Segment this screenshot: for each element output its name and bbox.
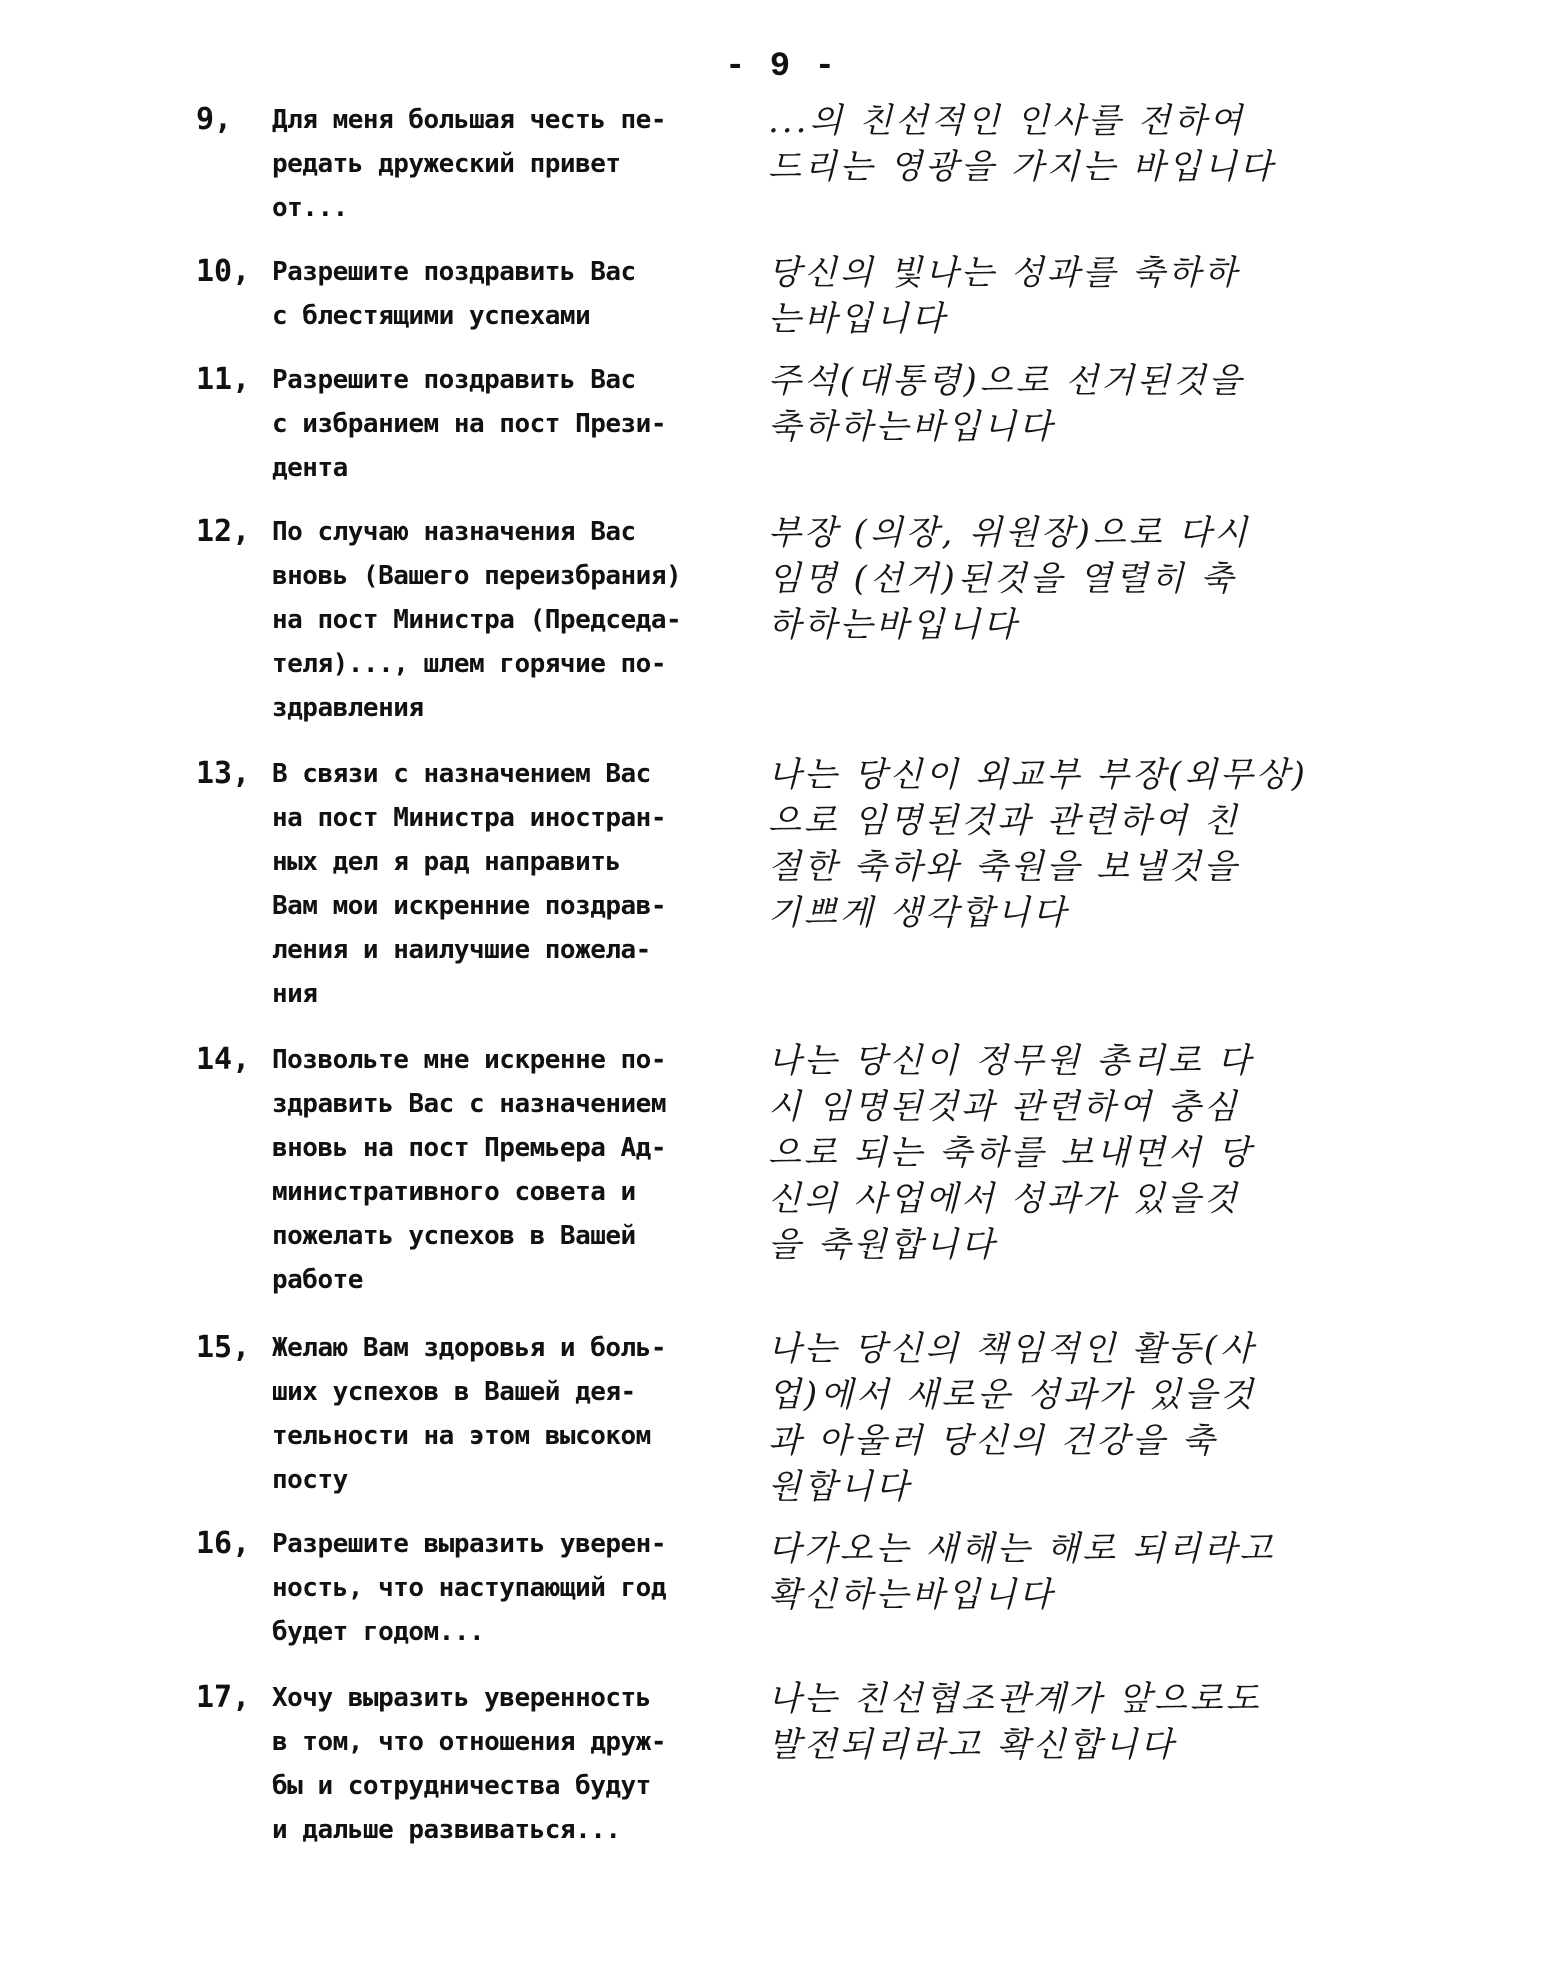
entry-number: 14,: [196, 1042, 251, 1077]
russian-line: министративного совета и: [272, 1177, 636, 1207]
russian-line: работе: [272, 1265, 363, 1295]
russian-line: Желаю Вам здоровья и боль-: [272, 1333, 666, 1363]
korean-text: [768, 510, 1368, 648]
russian-line: посту: [272, 1465, 348, 1495]
russian-line: дента: [272, 453, 348, 483]
korean-line: 나는 당신이 정무원 총리로 다: [768, 1041, 1254, 1081]
korean-line: 당신의 빛나는 성과를 축하하: [768, 253, 1240, 293]
russian-line: вновь (Вашего переизбрания): [272, 561, 682, 591]
russian-line: ния: [272, 979, 318, 1009]
russian-text: [272, 1522, 762, 1654]
russian-text: [272, 1676, 762, 1852]
russian-line: в том, что отношения друж-: [272, 1727, 666, 1757]
russian-line: теля)..., шлем горячие по-: [272, 649, 666, 679]
korean-line: 원합니다: [768, 1467, 912, 1507]
russian-text: [272, 98, 762, 230]
russian-line: Хочу выразить уверенность: [272, 1683, 651, 1713]
russian-line: бы и сотрудничества будут: [272, 1771, 651, 1801]
russian-line: ных дел я рад направить: [272, 847, 621, 877]
russian-line: тельности на этом высоком: [272, 1421, 651, 1451]
page-number: - 9 -: [724, 48, 838, 86]
russian-text: [272, 752, 762, 1016]
russian-line: пожелать успехов в Вашей: [272, 1221, 636, 1251]
korean-line: 부장 (의장, 위원장)으로 다시: [768, 513, 1251, 553]
entry-number: 10,: [196, 254, 251, 289]
korean-line: ...의 친선적인 인사를 전하여: [768, 101, 1246, 141]
korean-line: 을 축원합니다: [768, 1225, 997, 1265]
korean-text: [768, 1326, 1368, 1510]
korean-line: 발전되리라고 확신합니다: [768, 1725, 1177, 1765]
korean-line: 으로 임명된것과 관련하여 친: [768, 801, 1240, 841]
entry-number: 15,: [196, 1330, 251, 1365]
russian-line: с избранием на пост Прези-: [272, 409, 666, 439]
korean-line: 과 아울러 당신의 건강을 축: [768, 1421, 1218, 1461]
korean-line: 하하는바입니다: [768, 605, 1019, 645]
russian-text: [272, 1326, 762, 1502]
korean-line: 신의 사업에서 성과가 있을것: [768, 1179, 1240, 1219]
korean-line: 는바입니다: [768, 299, 948, 339]
korean-text: [768, 1038, 1368, 1268]
korean-text: [768, 1526, 1368, 1618]
russian-line: По случаю назначения Вас: [272, 517, 636, 547]
entry-number: 11,: [196, 362, 251, 397]
russian-line: Вам мои искренние поздрав-: [272, 891, 666, 921]
russian-line: от...: [272, 193, 348, 223]
russian-line: будет годом...: [272, 1617, 485, 1647]
korean-line: 나는 당신의 책임적인 활동(사: [768, 1329, 1256, 1369]
russian-line: В связи с назначением Вас: [272, 759, 651, 789]
entry-number: 12,: [196, 514, 251, 549]
korean-line: 시 임명된것과 관련하여 충심: [768, 1087, 1240, 1127]
russian-line: Разрешите поздравить Вас: [272, 257, 636, 287]
korean-line: 확신하는바입니다: [768, 1575, 1055, 1615]
korean-text: [768, 250, 1368, 342]
entry-number: 13,: [196, 756, 251, 791]
korean-line: 으로 되는 축하를 보내면서 당: [768, 1133, 1254, 1173]
korean-line: 임명 (선거)된것을 열렬히 축: [768, 559, 1237, 599]
russian-line: ших успехов в Вашей дея-: [272, 1377, 636, 1407]
russian-line: Разрешите поздравить Вас: [272, 365, 636, 395]
korean-line: 기쁘게 생각합니다: [768, 893, 1069, 933]
korean-line: 드리는 영광을 가지는 바입니다: [768, 147, 1276, 187]
entry-number: 9,: [196, 102, 233, 137]
korean-line: 주석(대통령)으로 선거된것을: [768, 361, 1245, 401]
russian-line: ления и наилучшие пожела-: [272, 935, 651, 965]
russian-line: на пост Министра иностран-: [272, 803, 666, 833]
korean-text: [768, 358, 1368, 450]
korean-text: [768, 1676, 1368, 1768]
russian-line: вновь на пост Премьера Ад-: [272, 1133, 666, 1163]
korean-text: [768, 98, 1368, 190]
russian-text: [272, 510, 762, 730]
entry-number: 17,: [196, 1680, 251, 1715]
russian-line: и дальше развиваться...: [272, 1815, 621, 1845]
russian-line: Разрешите выразить уверен-: [272, 1529, 666, 1559]
russian-text: [272, 250, 762, 338]
korean-line: 나는 당신이 외교부 부장(외무상): [768, 755, 1308, 795]
korean-line: 업)에서 새로운 성과가 있을것: [768, 1375, 1256, 1415]
russian-line: ность, что наступающий год: [272, 1573, 666, 1603]
russian-line: с блестящими успехами: [272, 301, 591, 331]
russian-text: [272, 1038, 762, 1302]
korean-text: [768, 752, 1368, 936]
russian-line: здравления: [272, 693, 424, 723]
korean-line: 절한 축하와 축원을 보낼것을: [768, 847, 1240, 887]
russian-line: здравить Вас с назначением: [272, 1089, 666, 1119]
russian-text: [272, 358, 762, 490]
russian-line: на пост Министра (Председа-: [272, 605, 682, 635]
korean-line: 나는 친선협조관계가 앞으로도: [768, 1679, 1262, 1719]
russian-line: редать дружеский привет: [272, 149, 621, 179]
russian-line: Для меня большая честь пе-: [272, 105, 666, 135]
korean-line: 축하하는바입니다: [768, 407, 1055, 447]
entry-number: 16,: [196, 1526, 251, 1561]
korean-line: 다가오는 새해는 해로 되리라고: [768, 1529, 1276, 1569]
russian-line: Позвольте мне искренне по-: [272, 1045, 666, 1075]
